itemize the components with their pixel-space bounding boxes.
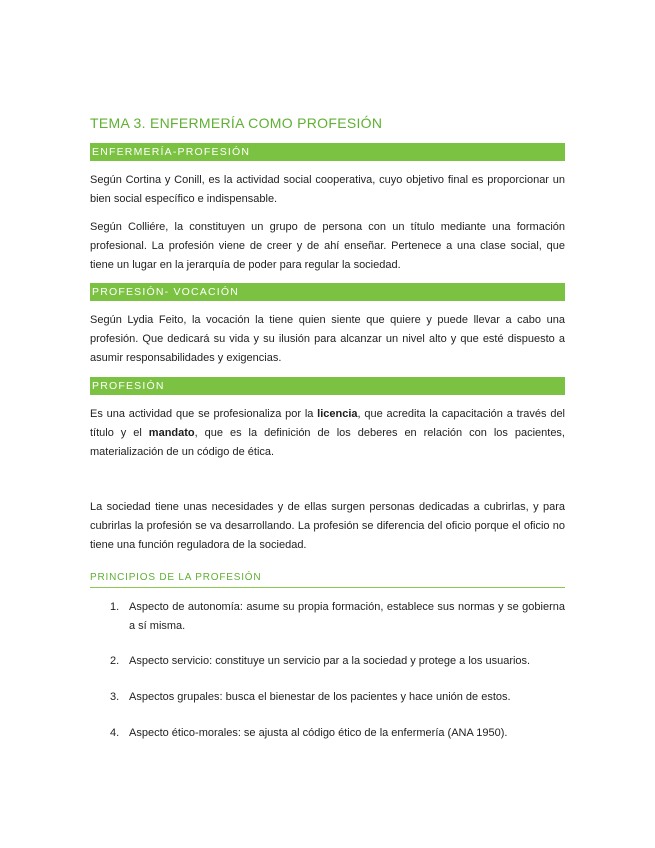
- list-item-number: 1.: [110, 601, 120, 613]
- list-item-text: Aspecto servicio: constituye un servicio par a la sociedad y protege a los usuarios.: [129, 655, 531, 667]
- list-item: [110, 724, 565, 743]
- list-item-text: Aspecto ético-morales: se ajusta al código ético de la enfermería (ANA 1950).: [129, 727, 508, 739]
- paragraph-licencia-mandato: [90, 405, 565, 462]
- text-fragment: , que es la definición de los deberes en relación con los pacientes, materialización de un código de ética.: [90, 427, 565, 458]
- paragraph-sociedad: La sociedad tiene unas necesidades y de ellas surgen personas dedicadas a cubrirlas, y para cubrirlas la profesión se va desarrollando. La profesión se diferencia del oficio porque el oficio no tiene una función reguladora de la sociedad.: [90, 501, 565, 551]
- section-header-enfermeria-profesion: ENFERMERÍA-PROFESIÓN: [90, 143, 565, 161]
- list-item: [110, 652, 565, 671]
- page-title: TEMA 3. ENFERMERÍA COMO PROFESIÓN: [90, 115, 383, 131]
- text-fragment: , que acredita la capacitación a través del título y el: [90, 408, 566, 439]
- paragraph-cortina: Según Cortina y Conill, es la actividad social cooperativa, cuyo objetivo final es proporcionar un bien social específico e indispensable.: [90, 174, 565, 205]
- list-item-number: 2.: [110, 655, 120, 667]
- section-header-profesion: PROFESIÓN: [90, 377, 565, 395]
- list-item-number: 4.: [110, 727, 120, 739]
- bold-term-mandato: mandato: [148, 427, 195, 439]
- section-header-profesion-vocacion: PROFESIÓN- VOCACIÓN: [90, 283, 565, 301]
- list-item-text: Aspecto de autonomía: asume su propia formación, establece sus normas y se gobierna a sí misma.: [129, 601, 565, 632]
- list-item: [110, 598, 565, 636]
- bold-term-licencia: licencia: [317, 408, 358, 420]
- text-fragment: Es una actividad que se profesionaliza por la: [90, 408, 318, 420]
- paragraph-colliere: Según Colliére, la constituyen un grupo de persona con un título mediante una formación profesional. La profesión viene de creer y de ahí enseñar. Pertenece a una clase social, que tiene un lugar en la jerarquía de poder para regular la sociedad.: [90, 221, 565, 271]
- paragraph-feito: Según Lydia Feito, la vocación la tiene quien siente que quiere y puede llevar a cabo una profesión. Que dedicará su vida y su ilusión para alcanzar un nivel alto y que esté dispuesto a asumir responsabilidades y exigencias.: [90, 314, 565, 364]
- list-item-text: Aspectos grupales: busca el bienestar de los pacientes y hace unión de estos.: [129, 691, 511, 703]
- list-item-number: 3.: [110, 691, 120, 703]
- list-item: [110, 688, 565, 707]
- principios-heading: PRINCIPIOS DE LA PROFESIÓN: [90, 572, 565, 588]
